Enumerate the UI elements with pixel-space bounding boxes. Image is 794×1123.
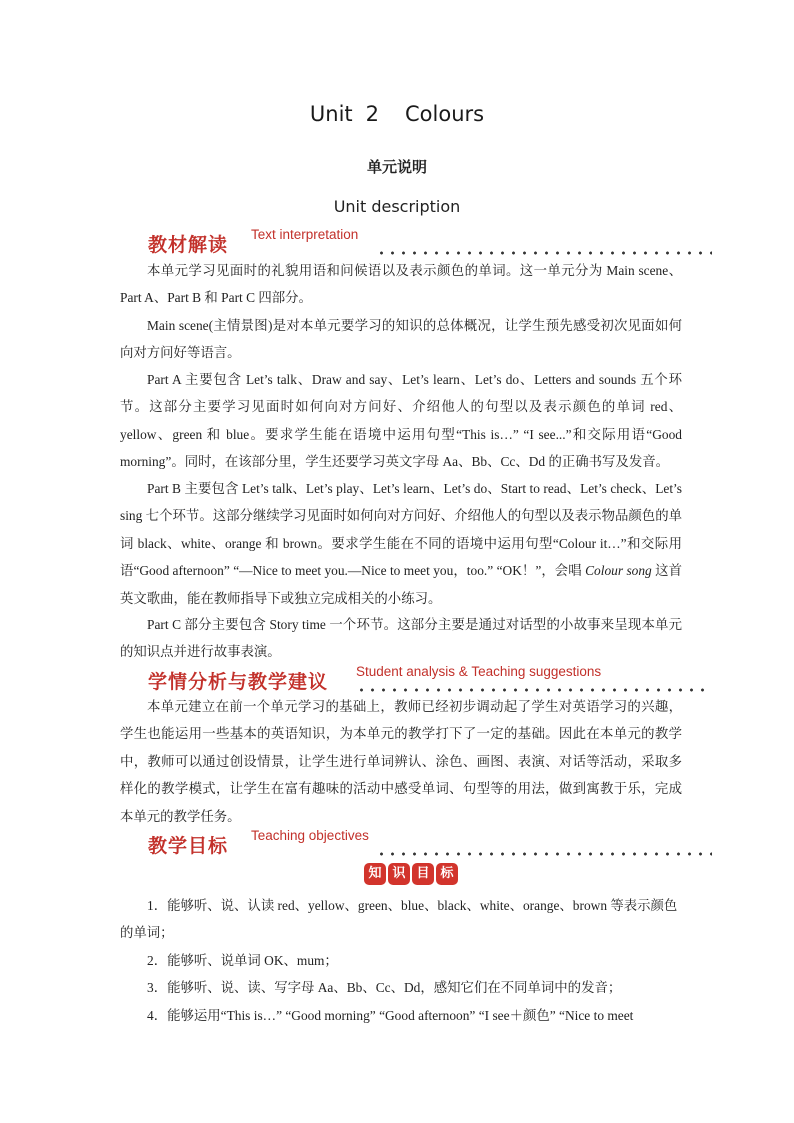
knowledge-objectives-badge [364,863,458,885]
dotted-rule [376,852,712,856]
section-title-en: Teaching objectives [251,828,369,843]
dotted-rule [356,688,712,692]
paragraph-part-b [120,475,682,612]
unit-title [0,102,794,126]
badge-char: 识 [388,863,410,885]
section-heading-student-analysis [148,664,712,693]
part-b-text: Part B 主要包含 Let’s talk、Let’s play、Let’s learn、Let’s do、Start to read、Let’s check、Let’s sing 七个环节。这部分继续学习见面时如何向对方问好、介绍他人的句型以及表示物品颜色的单词 black、white、orange 和 brown。要求学生能在不同的语境中运用句型“Colour it…”和交际用语“Good afternoon” “—Nice to meet you.—Nice to meet you，too.” “OK！”，会唱 [120,481,682,579]
section-heading-text-interpretation [148,227,712,256]
objectives-list [120,892,682,1029]
badge-char: 标 [436,863,458,885]
unit-name: Colours [405,102,485,126]
section-title-cn: 教材解读 [148,234,229,256]
list-item: 1．能够听、说、认读 red、yellow、green、blue、black、white、orange、brown 等表示颜色的单词； [120,898,678,941]
paragraph-main-scene: Main scene(主情景图)是对本单元要学习的知识的总体概况，让学生预先感受初次见面如何向对方问好等语言。 [120,318,682,361]
unit-number: Unit 2 [309,102,379,126]
section-title-en: Text interpretation [251,227,359,242]
part-b-text-end: 这首英文歌曲，能在教师指导下或独立完成相关的小练习。 [120,563,683,606]
paragraph-overview: 本单元学习见面时的礼貌用语和问候语以及表示颜色的单词。这一单元分为 Main scene、Part A、Part B 和 Part C 四部分。 [120,263,682,306]
badge-char: 知 [364,863,386,885]
paragraph-part-a: Part A 主要包含 Let’s talk、Draw and say、Let’s learn、Let’s do、Letters and sounds 五个环节。这部分主要学习见面时如何向对方问好、介绍他人的句型以及表示颜色的单词 red、yellow、green 和 blue。要求学生能在语境中运用句型“This is…” “I see...”和交际用语“Good morning”。同时，在该部分里，学生还要学习英文字母 Aa、Bb、Cc、Dd 的正确书写及发音。 [120,372,682,470]
list-item: 4．能够运用“This is…” “Good morning” “Good afternoon” “I see＋颜色” “Nice to meet [147,1007,634,1023]
list-item: 2．能够听、说单词 OK、mum； [147,952,338,968]
song-title: Colour song [585,563,652,579]
section-title-cn: 学情分析与教学建议 [148,671,329,693]
subtitle-chinese: 单元说明 [366,158,427,176]
dotted-rule [376,251,712,255]
paragraph-part-c: Part C 部分主要包含 Story time 一个环节。这部分主要是通过对话型的小故事来呈现本单元的知识点并进行故事表演。 [120,617,682,660]
paragraph-student-analysis: 本单元建立在前一个单元学习的基础上，教师已经初步调动起了学生对英语学习的兴趣，学生也能运用一些基本的英语知识，为本单元的教学打下了一定的基础。因此在本单元的教学中，教师可以通过创设情景，让学生进行单词辨认、涂色、画图、表演、对话等活动，采取多样化的教学模式，让学生在富有趣味的活动中感受单词、句型等的用法，做到寓教于乐，完成本单元的教学任务。 [120,699,682,824]
section-title-cn: 教学目标 [148,835,229,857]
section-title-en: Student analysis & Teaching suggestions [356,664,602,679]
subtitle-english: Unit description [333,197,461,216]
badge-char: 目 [412,863,434,885]
section-heading-teaching-objectives [148,828,712,857]
list-item: 3．能够听、说、读、写字母 Aa、Bb、Cc、Dd，感知它们在不同单词中的发音； [147,980,622,996]
